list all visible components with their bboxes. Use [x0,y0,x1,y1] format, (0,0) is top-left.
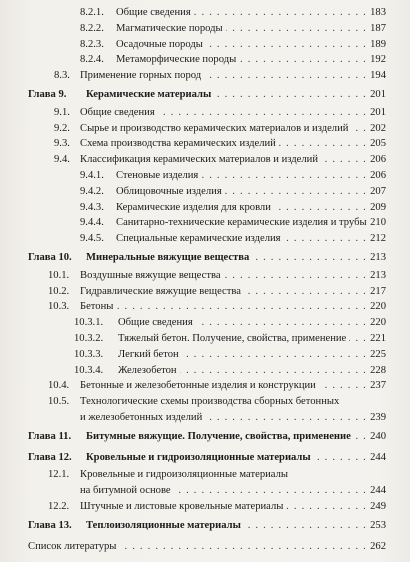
toc-entry [0,285,386,298]
toc-entry-number: 9.4.2. [80,185,104,197]
leader-dots [174,484,367,497]
toc-entry-page: 228 [370,364,386,376]
leader-dots [158,106,367,119]
toc-entry-number: 10.3.1. [74,317,104,329]
toc-entry [0,201,386,214]
toc-entry-page: 194 [370,70,386,82]
toc-entry-page: 239 [370,412,386,423]
toc-entry-title: Магматические породы [116,22,223,34]
toc-entry-page: 189 [370,38,386,50]
toc-entry-page: 202 [370,122,386,134]
toc-entry-page: 212 [370,233,386,245]
toc-entry [0,69,386,82]
leader-dots [116,300,367,313]
toc-entry-page: 192 [370,54,386,66]
toc-entry-page: 187 [370,22,386,34]
toc-entry-title: Сырье и производство керамических материалов и изделий [80,122,349,134]
toc-chapter [0,251,386,264]
toc-entry-number: 10.4. [48,380,70,392]
toc-entry [0,332,386,345]
leader-dots [214,88,367,101]
toc-entry-number: 9.2. [54,122,70,134]
toc-entry-title: Бетоны [80,301,114,313]
toc-entry [0,216,386,229]
toc-entry-page: 206 [370,154,386,166]
toc-entry-page: 220 [370,317,386,329]
toc-chapter-page: 240 [370,430,386,442]
toc-chapter-page: 244 [370,451,386,463]
toc-entry-title: Общие сведения [118,317,193,329]
leader-dots [321,153,367,166]
leader-dots [196,316,367,329]
toc-entry-title: Керамические изделия для кровли [116,201,271,213]
toc-entry-title: Санитарно-технические керамические изделия и трубы [116,217,367,229]
toc-entry-number: 9.1. [54,106,70,118]
toc-entry-title-line2: на битумной основе [80,485,171,497]
toc-entry-title: Тяжелый бетон. Получение, свойства, применение [118,333,347,344]
toc-chapter-number: Глава 9. [28,89,67,100]
toc-entry-page: 221 [370,333,386,344]
toc-entry-title: Осадочные породы [116,38,203,50]
toc-entry-page: 201 [370,106,386,118]
leader-dots [119,540,367,553]
leader-dots [180,364,367,377]
toc-entry-title: Список литературы [28,540,117,552]
toc-entry-number: 9.4.4. [80,217,104,229]
toc-entry-title: Кровельные и гидроизоляционные материалы [80,469,288,481]
toc-entry-number: 9.4.3. [80,201,104,213]
toc-entry-number: 8.3. [54,70,70,82]
leader-dots [224,269,367,282]
toc-entry-page: 217 [370,285,386,297]
leader-dots [284,232,367,245]
leader-dots [225,185,367,198]
toc-entry-title: Бетонные и железобетонные изделия и конструкции [80,380,316,392]
toc-entry [0,6,386,19]
toc-chapter-page: 201 [370,89,386,100]
toc-entry [0,185,386,198]
toc-entry-title: Общие сведения [116,7,191,18]
toc-entry [0,137,386,150]
toc-bibliography [0,540,386,553]
toc-entry-number: 12.2. [48,501,70,512]
toc-entry-number: 10.3.2. [74,333,104,344]
toc-chapter-page: 253 [370,519,386,531]
toc-chapter-title: Минеральные вяжущие вещества [86,252,250,263]
toc-entry-title: Штучные и листовые кровельные материалы [80,501,284,512]
leader-dots [205,411,367,424]
toc-chapter [0,451,386,464]
toc-entry-number: 8.2.2. [80,22,104,34]
leader-dots [239,53,367,66]
toc-entry-title: Стеновые изделия [116,170,199,181]
toc-chapter [0,88,386,101]
toc-entry-title: Классификация керамических материалов и изделий [80,154,319,166]
leader-dots [194,6,367,19]
toc-entry-page: 206 [370,170,386,181]
leader-dots [226,22,367,35]
toc-entry-number: 10.5. [48,396,70,408]
toc-entry-title: Воздушные вяжущие вещества [80,269,221,281]
toc-entry-title: Общие сведения [80,106,155,118]
toc-entry-number: 9.4. [54,154,70,166]
toc-entry [0,22,386,35]
leader-dots [314,451,367,464]
toc-entry-number: 9.3. [54,138,70,150]
toc-entry-title-line2: и железобетонных изделий [80,412,203,423]
toc-entry [0,300,386,313]
leader-dots [182,348,367,361]
toc-entry [0,53,386,66]
toc-entry-title: Схема производства керамических изделий [80,138,276,150]
toc-entry [0,232,386,245]
toc-entry [0,468,386,481]
toc-entry [0,395,386,408]
toc-entry [0,169,386,182]
toc-entry-title: Специальные керамические изделия [116,233,281,245]
toc-entry-page: 237 [370,380,386,392]
toc-entry-number: 8.2.4. [80,54,104,66]
toc-entry [0,316,386,329]
toc-entry-number: 8.2.1. [80,7,104,18]
leader-dots [274,201,367,214]
toc-chapter-number: Глава 11. [28,430,72,442]
toc-entry-number: 9.4.5. [80,233,104,245]
toc-entry-page: 220 [370,301,386,313]
leader-dots [354,430,367,443]
toc-entry-title: Облицовочные изделия [116,185,222,197]
toc-entry-number: 10.3.3. [74,348,104,360]
toc-entry-number: 8.2.3. [80,38,104,50]
toc-entry-page: 249 [370,501,386,512]
toc-entry-title: Гидравлические вяжущие вещества [80,285,241,297]
toc-chapter-title: Битумные вяжущие. Получение, свойства, применение [86,430,351,442]
leader-dots [244,285,367,298]
leader-dots [244,519,367,532]
toc-entry-number: 12.1. [48,469,70,481]
leader-dots [204,69,367,82]
toc-chapter-page: 213 [370,252,386,263]
leader-dots [206,38,367,51]
toc-chapter-number: Глава 10. [28,252,72,263]
toc-entry [0,38,386,51]
toc-entry-page: 183 [370,7,386,18]
leader-dots [252,251,367,264]
toc-entry-continuation [0,411,386,424]
toc-chapter-title: Теплоизоляционные материалы [86,519,241,531]
leader-dots [201,169,367,182]
toc-entry-title: Железобетон [118,364,177,376]
toc-entry [0,348,386,361]
leader-dots [319,379,367,392]
toc-entry [0,106,386,119]
toc-entry-number: 10.1. [48,269,70,281]
toc-entry [0,153,386,166]
toc-entry-number: 10.3.4. [74,364,104,376]
toc-entry-title: Метаморфические породы [116,54,237,66]
toc-entry-number: 10.3. [48,301,70,313]
toc-entry-page: 262 [370,540,386,552]
leader-dots [351,122,367,135]
toc-entry-page: 213 [370,269,386,281]
toc-entry-page: 225 [370,348,386,360]
toc-chapter [0,519,386,532]
toc-chapter [0,430,386,443]
toc-entry-title: Применение горных пород [80,70,202,82]
toc-entry [0,364,386,377]
toc-entry-page: 210 [370,217,386,229]
toc-entry [0,269,386,282]
toc-entry-page: 205 [370,138,386,150]
toc-chapter-title: Кровельные и гидроизоляционные материалы [86,451,311,463]
leader-dots [349,332,367,345]
toc-entry [0,500,386,513]
toc-entry-number: 9.4.1. [80,170,104,181]
toc-chapter-number: Глава 12. [28,451,72,463]
toc-entry-page: 207 [370,185,386,197]
toc-entry-page: 209 [370,201,386,213]
toc-entry-continuation [0,484,386,497]
leader-dots [286,500,367,513]
toc-entry-title: Легкий бетон [118,348,179,360]
toc-chapter-title: Керамические материалы [86,89,212,100]
toc-entry-title: Технологические схемы производства сборных бетонных [80,396,340,408]
toc-entry-number: 10.2. [48,285,70,297]
toc-entry [0,379,386,392]
leader-dots [279,137,367,150]
toc-entry-page: 244 [370,485,386,497]
toc-chapter-number: Глава 13. [28,519,72,531]
toc-entry [0,122,386,135]
